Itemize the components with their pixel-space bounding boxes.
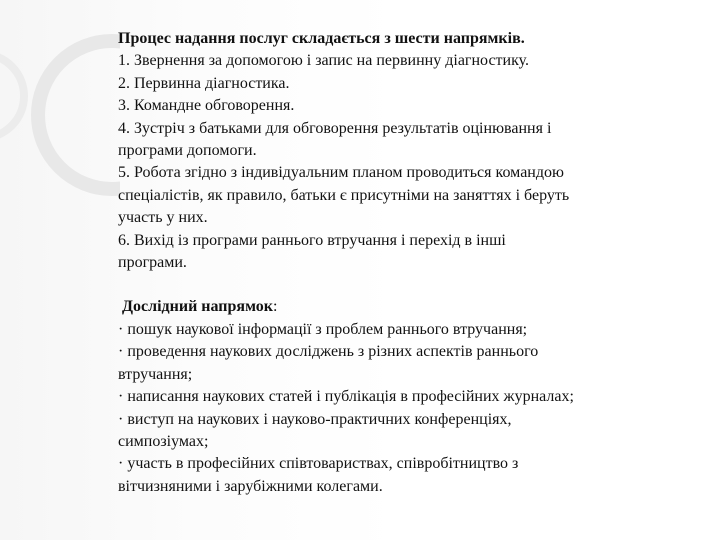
- step-line: програми допомоги.: [118, 142, 257, 160]
- section-gap: [118, 274, 698, 296]
- step-line: 4. Зустріч з батьками для обговорення результатів оцінювання і: [118, 119, 552, 137]
- step-line: 5. Робота згідно з індивідуальним планом проводиться командою: [118, 164, 564, 182]
- decorative-ring-large: [38, 41, 120, 189]
- decorative-ring-small: [0, 54, 24, 138]
- research-line: · проведення наукових досліджень з різних аспектів раннього: [118, 343, 539, 361]
- step-line: 1. Звернення за допомогою і запис на первинну діагностику.: [118, 52, 530, 70]
- research-line: втручання;: [118, 365, 193, 383]
- step-line: програми.: [118, 254, 187, 272]
- slide-heading: Процес надання послуг складається з шести напрямків.: [118, 30, 525, 47]
- step-line: спеціалістів, як правило, батьки є присутніми на заняттях і беруть: [118, 186, 570, 204]
- research-colon: :: [272, 298, 278, 316]
- research-line: · написання наукових статей і публікація в професійних журналах;: [118, 388, 574, 406]
- decorative-rings: [0, 0, 120, 540]
- step-line: участь у них.: [118, 209, 208, 227]
- step-line: 2. Первинна діагностика.: [118, 74, 290, 92]
- research-line: · виступ на наукових і науково-практичних конференціях,: [118, 410, 512, 428]
- research-title: Дослідний напрямок: [118, 298, 273, 316]
- slide-content: [118, 28, 698, 498]
- step-line: 6. Вихід із програми раннього втручання і перехід в інші: [118, 231, 506, 249]
- research-heading: [118, 296, 698, 318]
- research-line: симпозіумах;: [118, 432, 209, 450]
- research-line: · участь в професійних співтовариствах, співробітництво з: [118, 455, 519, 473]
- step-line: 3. Командне обговорення.: [118, 97, 295, 115]
- research-line: вітчизняними і зарубіжними колегами.: [118, 477, 383, 495]
- research-line: · пошук наукової інформації з проблем раннього втручання;: [118, 320, 528, 338]
